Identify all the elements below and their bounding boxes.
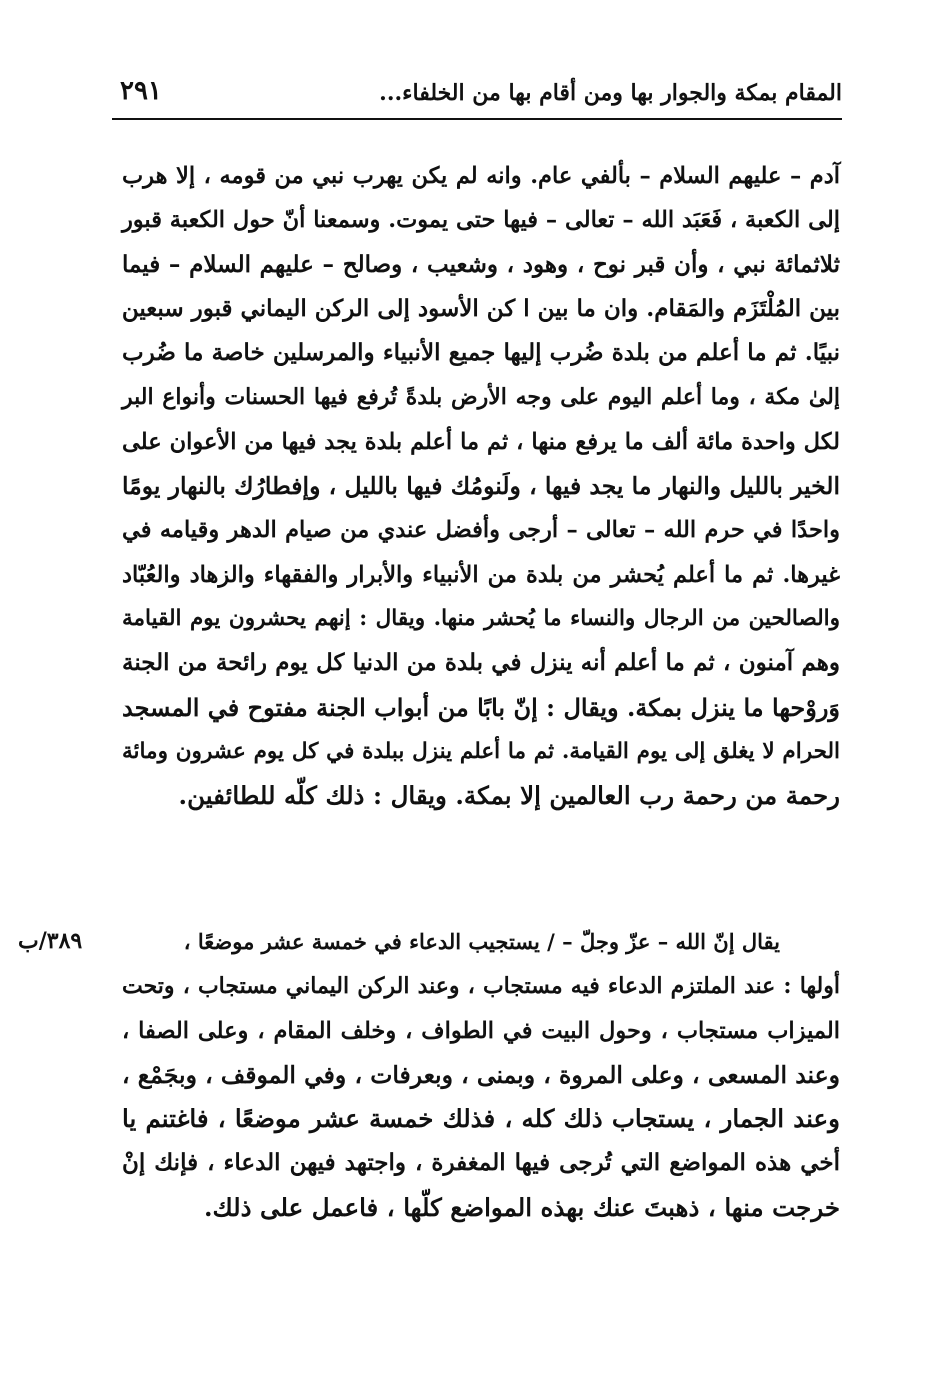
margin-folio-reference: ٣٨٩/ب bbox=[18, 928, 83, 954]
text-line: نبيًا. ثم ما أعلم من بلدة ضُرب إليها جميع الأنبياء والمرسلين خاصة ما ضُرب bbox=[122, 339, 840, 367]
text-line: غيرها. ثم ما أعلم يُحشر من بلدة من الأنبياء والأبرار والفقهاء والزهاد والعُبّاد bbox=[122, 561, 840, 588]
text-line: أخي هذه المواضع التي تُرجى فيها المغفرة ، واجتهد فيهن الدعاء ، فإنك إنْ bbox=[122, 1149, 840, 1177]
text-line: وهم آمنون ، ثم ما أعلم أنه ينزل في بلدة من الدنيا كل يوم رائحة من الجنة bbox=[122, 649, 840, 677]
text-line: خرجت منها ، ذهبتَ عنك بهذه المواضع كلّها ، فاعمل على ذلك. bbox=[203, 1192, 840, 1222]
text-line: رحمة من رحمة رب العالمين إلا بمكة. ويقال : ذلك كلّه للطائفين. bbox=[178, 781, 840, 811]
text-line: الخير بالليل والنهار ما يجد فيها ، ولَنومُك فيها بالليل ، وإفطارُك بالنهار يومًا bbox=[122, 472, 840, 501]
text-line: آدم – عليهم السلام – بألفي عام. وانه لم يكن يهرب نبي من قومه ، إلا هرب bbox=[122, 163, 840, 189]
text-line: وَروْحها ما ينزل بمكة. ويقال : إنّ بابًا من أبواب الجنة مفتوح في المسجد bbox=[122, 692, 840, 722]
paragraph-1 bbox=[122, 154, 840, 818]
text-line: بين المُلْتَزَم والمَقام. وان ما بين ا كن الأسود إلى الركن اليماني قبور سبعين bbox=[121, 294, 840, 322]
text-line: إلىٰ مكة ، وما أعلم اليوم على وجه الأرض بلدةً تُرفع فيها الحسنات وأنواع البر bbox=[122, 384, 840, 411]
running-header bbox=[112, 72, 842, 120]
text-line: واحدًا في حرم الله – تعالى – أرجى وأفضل عندي من صيام الدهر وقيامه في bbox=[122, 517, 840, 544]
page-number: ٢٩١ bbox=[120, 76, 162, 106]
text-line: لكل واحدة مائة ألف ما يرفع منها ، ثم ما أعلم بلدة يجد فيها من الأعوان على bbox=[122, 428, 840, 455]
text-line: وعند المسعى ، وعلى المروة ، وبمنى ، وبعرفات ، وفي الموقف ، وبجَمْع ، bbox=[122, 1060, 840, 1089]
text-line: أولها : عند الملتزم الدعاء فيه مستجاب ، وعند الركن اليماني مستجاب ، وتحت bbox=[122, 973, 840, 1000]
paragraph-2 bbox=[122, 920, 840, 1230]
text-line: يقال إنّ الله – عزّ وجلّ – / يستجيب الدعاء في خمسة عشر موضعًا ، bbox=[183, 929, 780, 954]
text-line: إلى الكعبة ، فَعَبَد الله – تعالى – فيها حتى يموت. وسمعنا أنّ حول الكعبة قبور bbox=[121, 207, 840, 234]
text-line: الحرام لا يغلق إلى يوم القيامة. ثم ما أعلم ينزل ببلدة في كل يوم عشرون ومائة bbox=[122, 738, 840, 764]
text-line: ثلاثمائة نبي ، وأن قبر نوح ، وهود ، وشعيب ، وصالح – عليهم السلام – فيما bbox=[122, 250, 840, 278]
header-title: المقام بمكة والجوار بها ومن أقام بها من الخلفاء... bbox=[379, 80, 842, 106]
text-line: الميزاب مستجاب ، وحول البيت في الطواف ، وخلف المقام ، وعلى الصفا ، bbox=[122, 1017, 840, 1044]
text-line: وعند الجمار ، يستجاب ذلك كله ، فذلك خمسة عشر موضعًا ، فاغتنم يا bbox=[122, 1104, 840, 1134]
text-line: والصالحين من الرجال والنساء ما يُحشر منها. ويقال : إنهم يحشرون يوم القيامة bbox=[122, 605, 840, 631]
